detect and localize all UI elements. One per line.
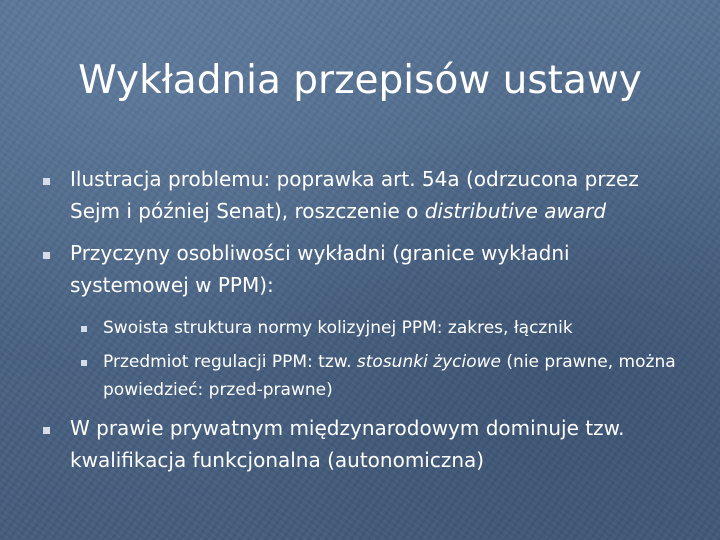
bullet-text-part: Przedmiot regulacji PPM: tzw. xyxy=(103,352,357,372)
bullet-list xyxy=(0,163,720,476)
bullet-item xyxy=(0,237,720,301)
sub-bullet-text xyxy=(103,352,676,400)
bullet-text: W prawie prywatnym międzynarodowym dominuje tzw. kwalifikacja funkcjonalna (autonomiczna) xyxy=(70,416,625,472)
bullet-text-emphasis: distributive award xyxy=(424,199,607,223)
square-bullet-icon xyxy=(43,427,50,434)
square-bullet-icon xyxy=(43,252,50,259)
square-bullet-icon xyxy=(43,178,50,185)
square-bullet-icon xyxy=(81,360,87,366)
bullet-text xyxy=(70,167,639,223)
square-bullet-icon xyxy=(81,326,87,332)
bullet-text-part: Ilustracja problemu: poprawka art. 54a (odrzucona przez Sejm i później Senat), roszczenie o xyxy=(70,167,639,223)
sub-bullet-text: Swoista struktura normy kolizyjnej PPM: zakres, łącznik xyxy=(103,318,573,338)
sub-bullet-item xyxy=(0,348,720,404)
bullet-item xyxy=(0,163,720,227)
bullet-text: Przyczyny osobliwości wykładni (granice wykładni systemowej w PPM): xyxy=(70,241,570,297)
bullet-text-part: (nie prawne, można powiedzieć: przed-prawne) xyxy=(103,352,676,400)
slide-title: Wykładnia przepisów ustawy xyxy=(78,58,642,103)
bullet-text-emphasis: stosunki życiowe xyxy=(356,352,502,372)
bullet-item xyxy=(0,412,720,476)
sub-bullet-item xyxy=(0,314,720,342)
